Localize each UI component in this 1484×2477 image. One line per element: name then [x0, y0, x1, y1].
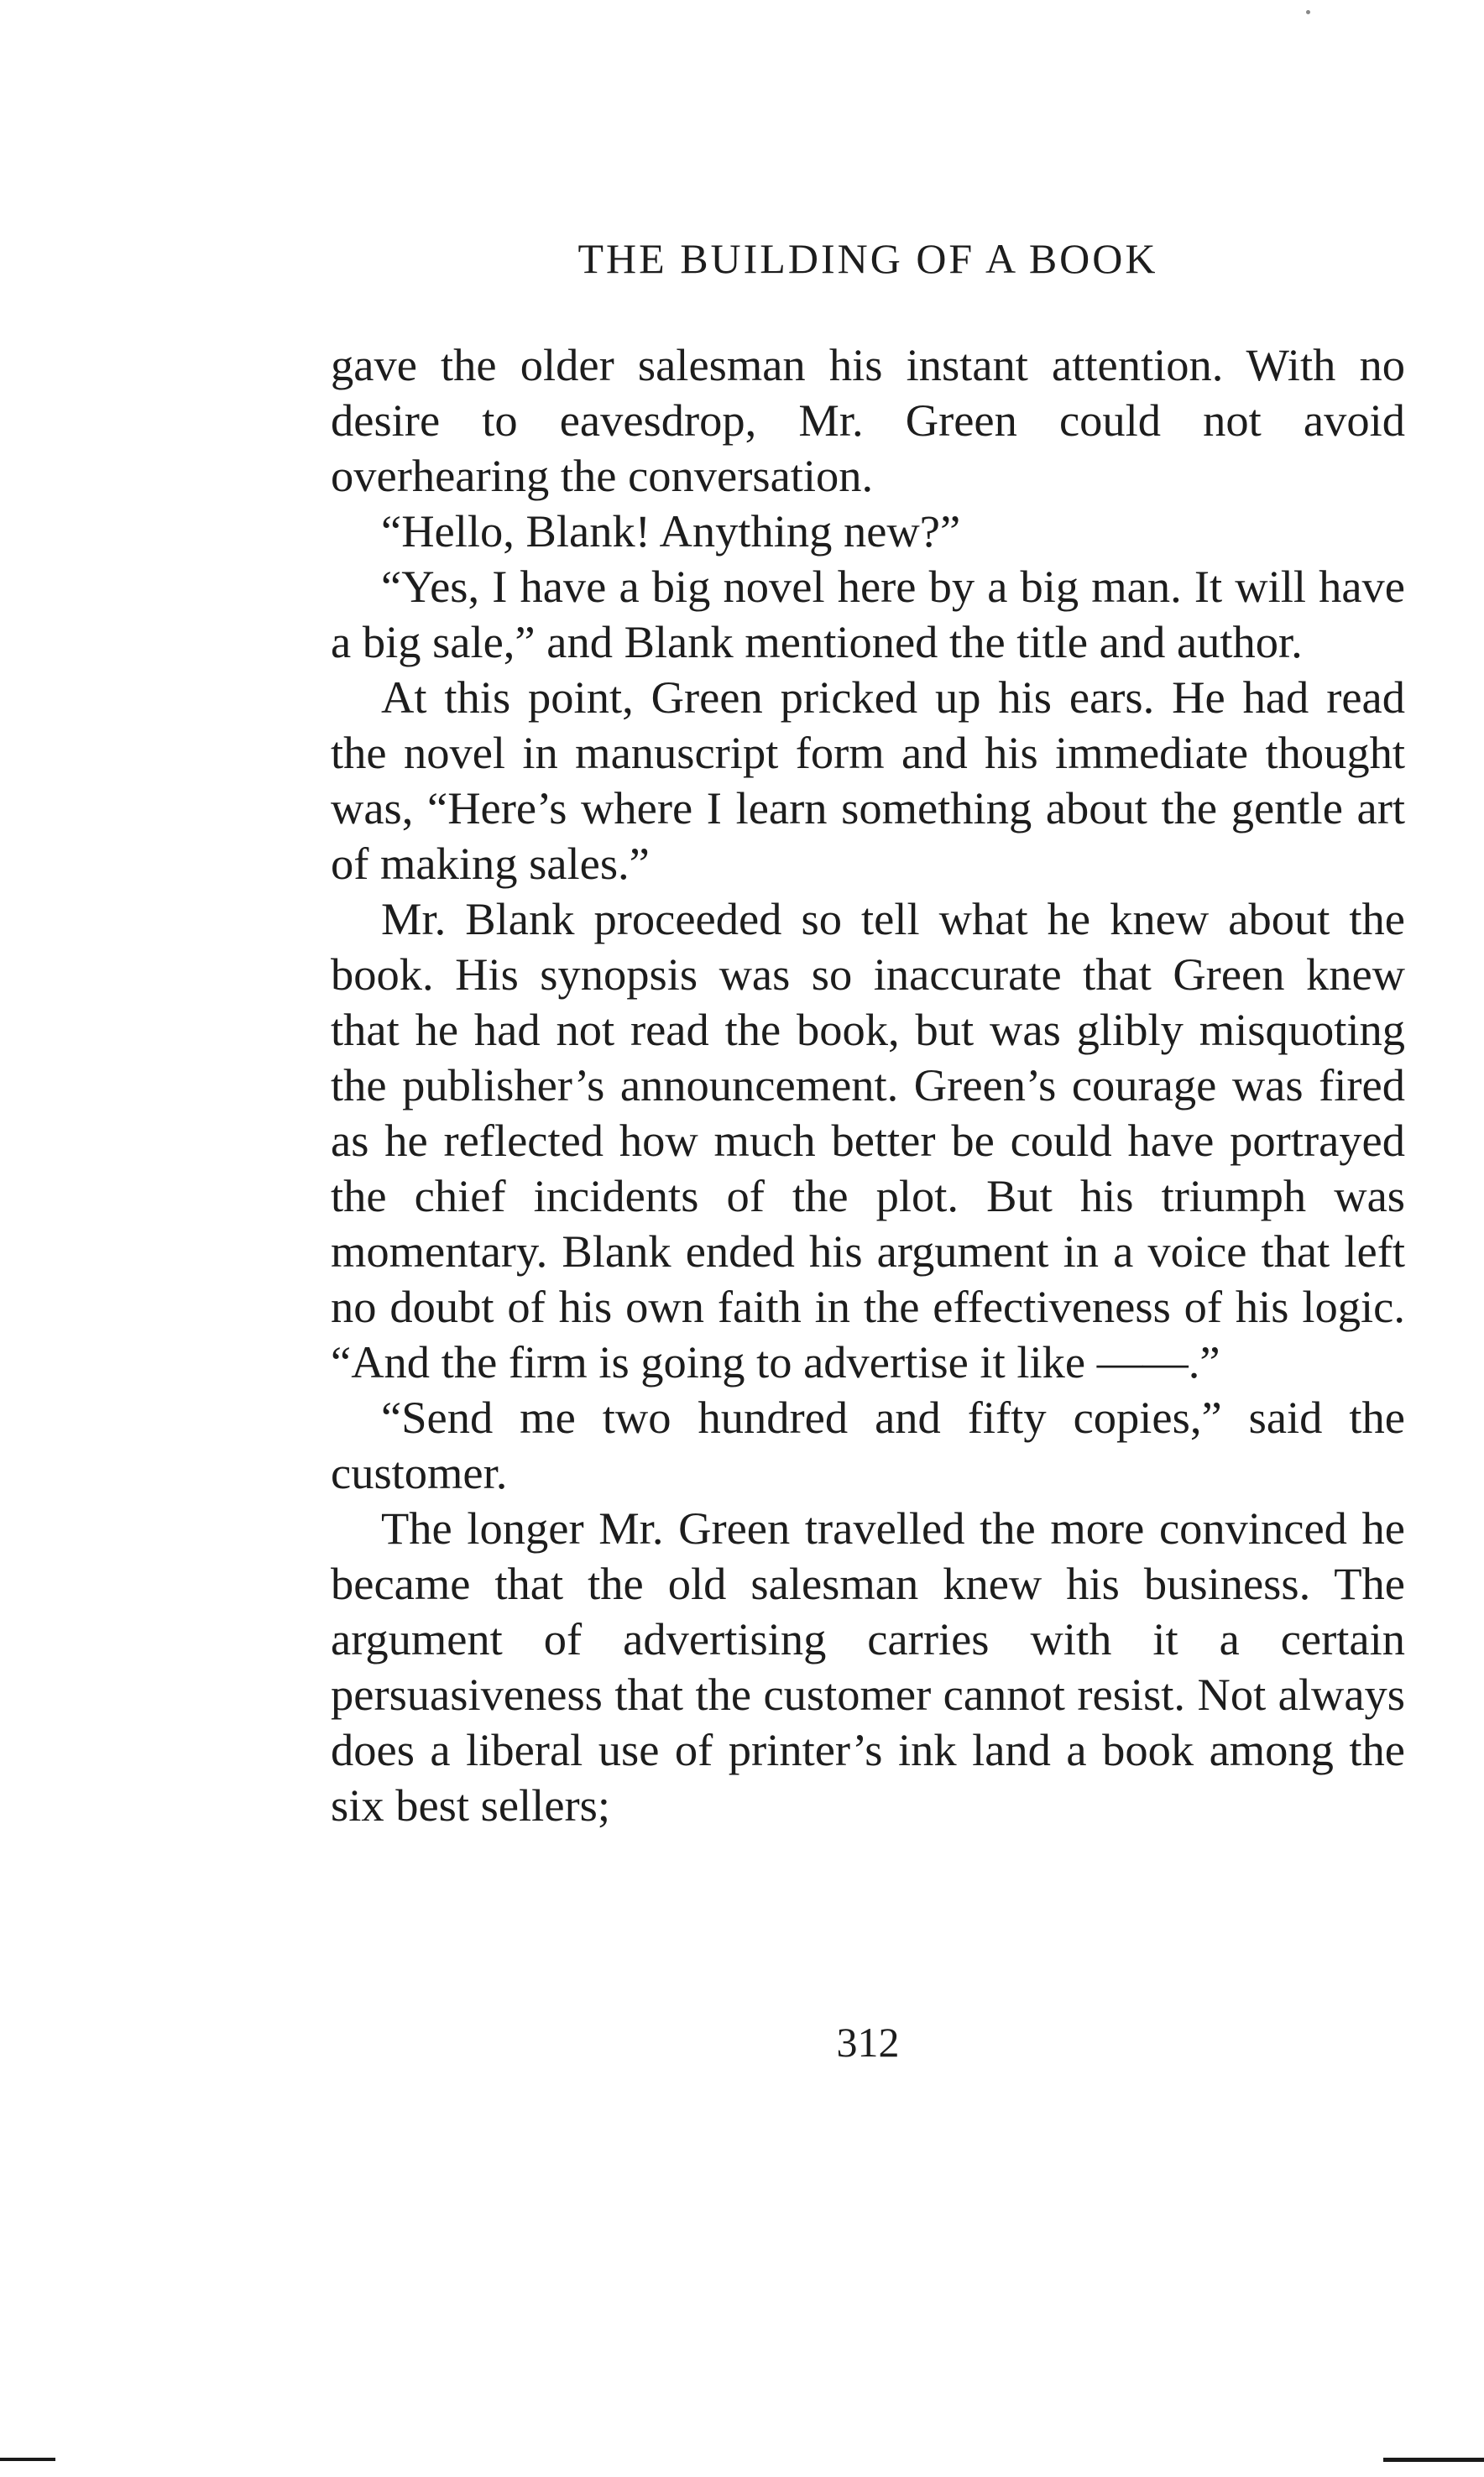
running-head: THE BUILDING OF A BOOK	[577, 235, 1158, 282]
paragraph: The longer Mr. Green travelled the more convinced he became that the old salesman knew his business. The argument of advertising carries with it a certain persuasiveness that the customer cannot resist. Not always does a liberal use of printer’s ink land a book among the six best sellers;	[331, 1502, 1405, 1831]
page-edge-mark-left	[0, 2458, 55, 2461]
paragraph: Mr. Blank proceeded so tell what he knew about the book. His synopsis was so inaccurate that Green knew that he had not read the book, but was glibly misquoting the publisher’s announcement. Green’s courage was fired as he reflected how much better be could have portrayed the chief incidents of the plot. But his triumph was momentary. Blank ended his argument in a voice that left no doubt of his own faith in the effectiveness of his logic. “And the firm is going to advertise it like ——.”	[331, 893, 1405, 1387]
paper-speck	[1306, 10, 1310, 14]
paragraph: “Yes, I have a big novel here by a big man. It will have a big sale,” and Blank mentioned the title and author.	[331, 561, 1405, 667]
paragraph: At this point, Green pricked up his ears. He had read the novel in manuscript form and his immediate thought was, “Here’s where I learn something about the gentle art of making sales.”	[331, 672, 1405, 889]
paragraph: “Hello, Blank! Anything new?”	[381, 505, 961, 557]
paragraph: “Send me two hundred and fifty copies,” said the customer.	[331, 1392, 1405, 1498]
page-edge-mark-right	[1383, 2458, 1484, 2462]
page-number: 312	[836, 2019, 900, 2066]
paragraph-continued: gave the older salesman his instant attention. With no desire to eavesdrop, Mr. Green could not avoid overhearing the conversation.	[331, 339, 1405, 501]
body-text	[331, 337, 1405, 1833]
